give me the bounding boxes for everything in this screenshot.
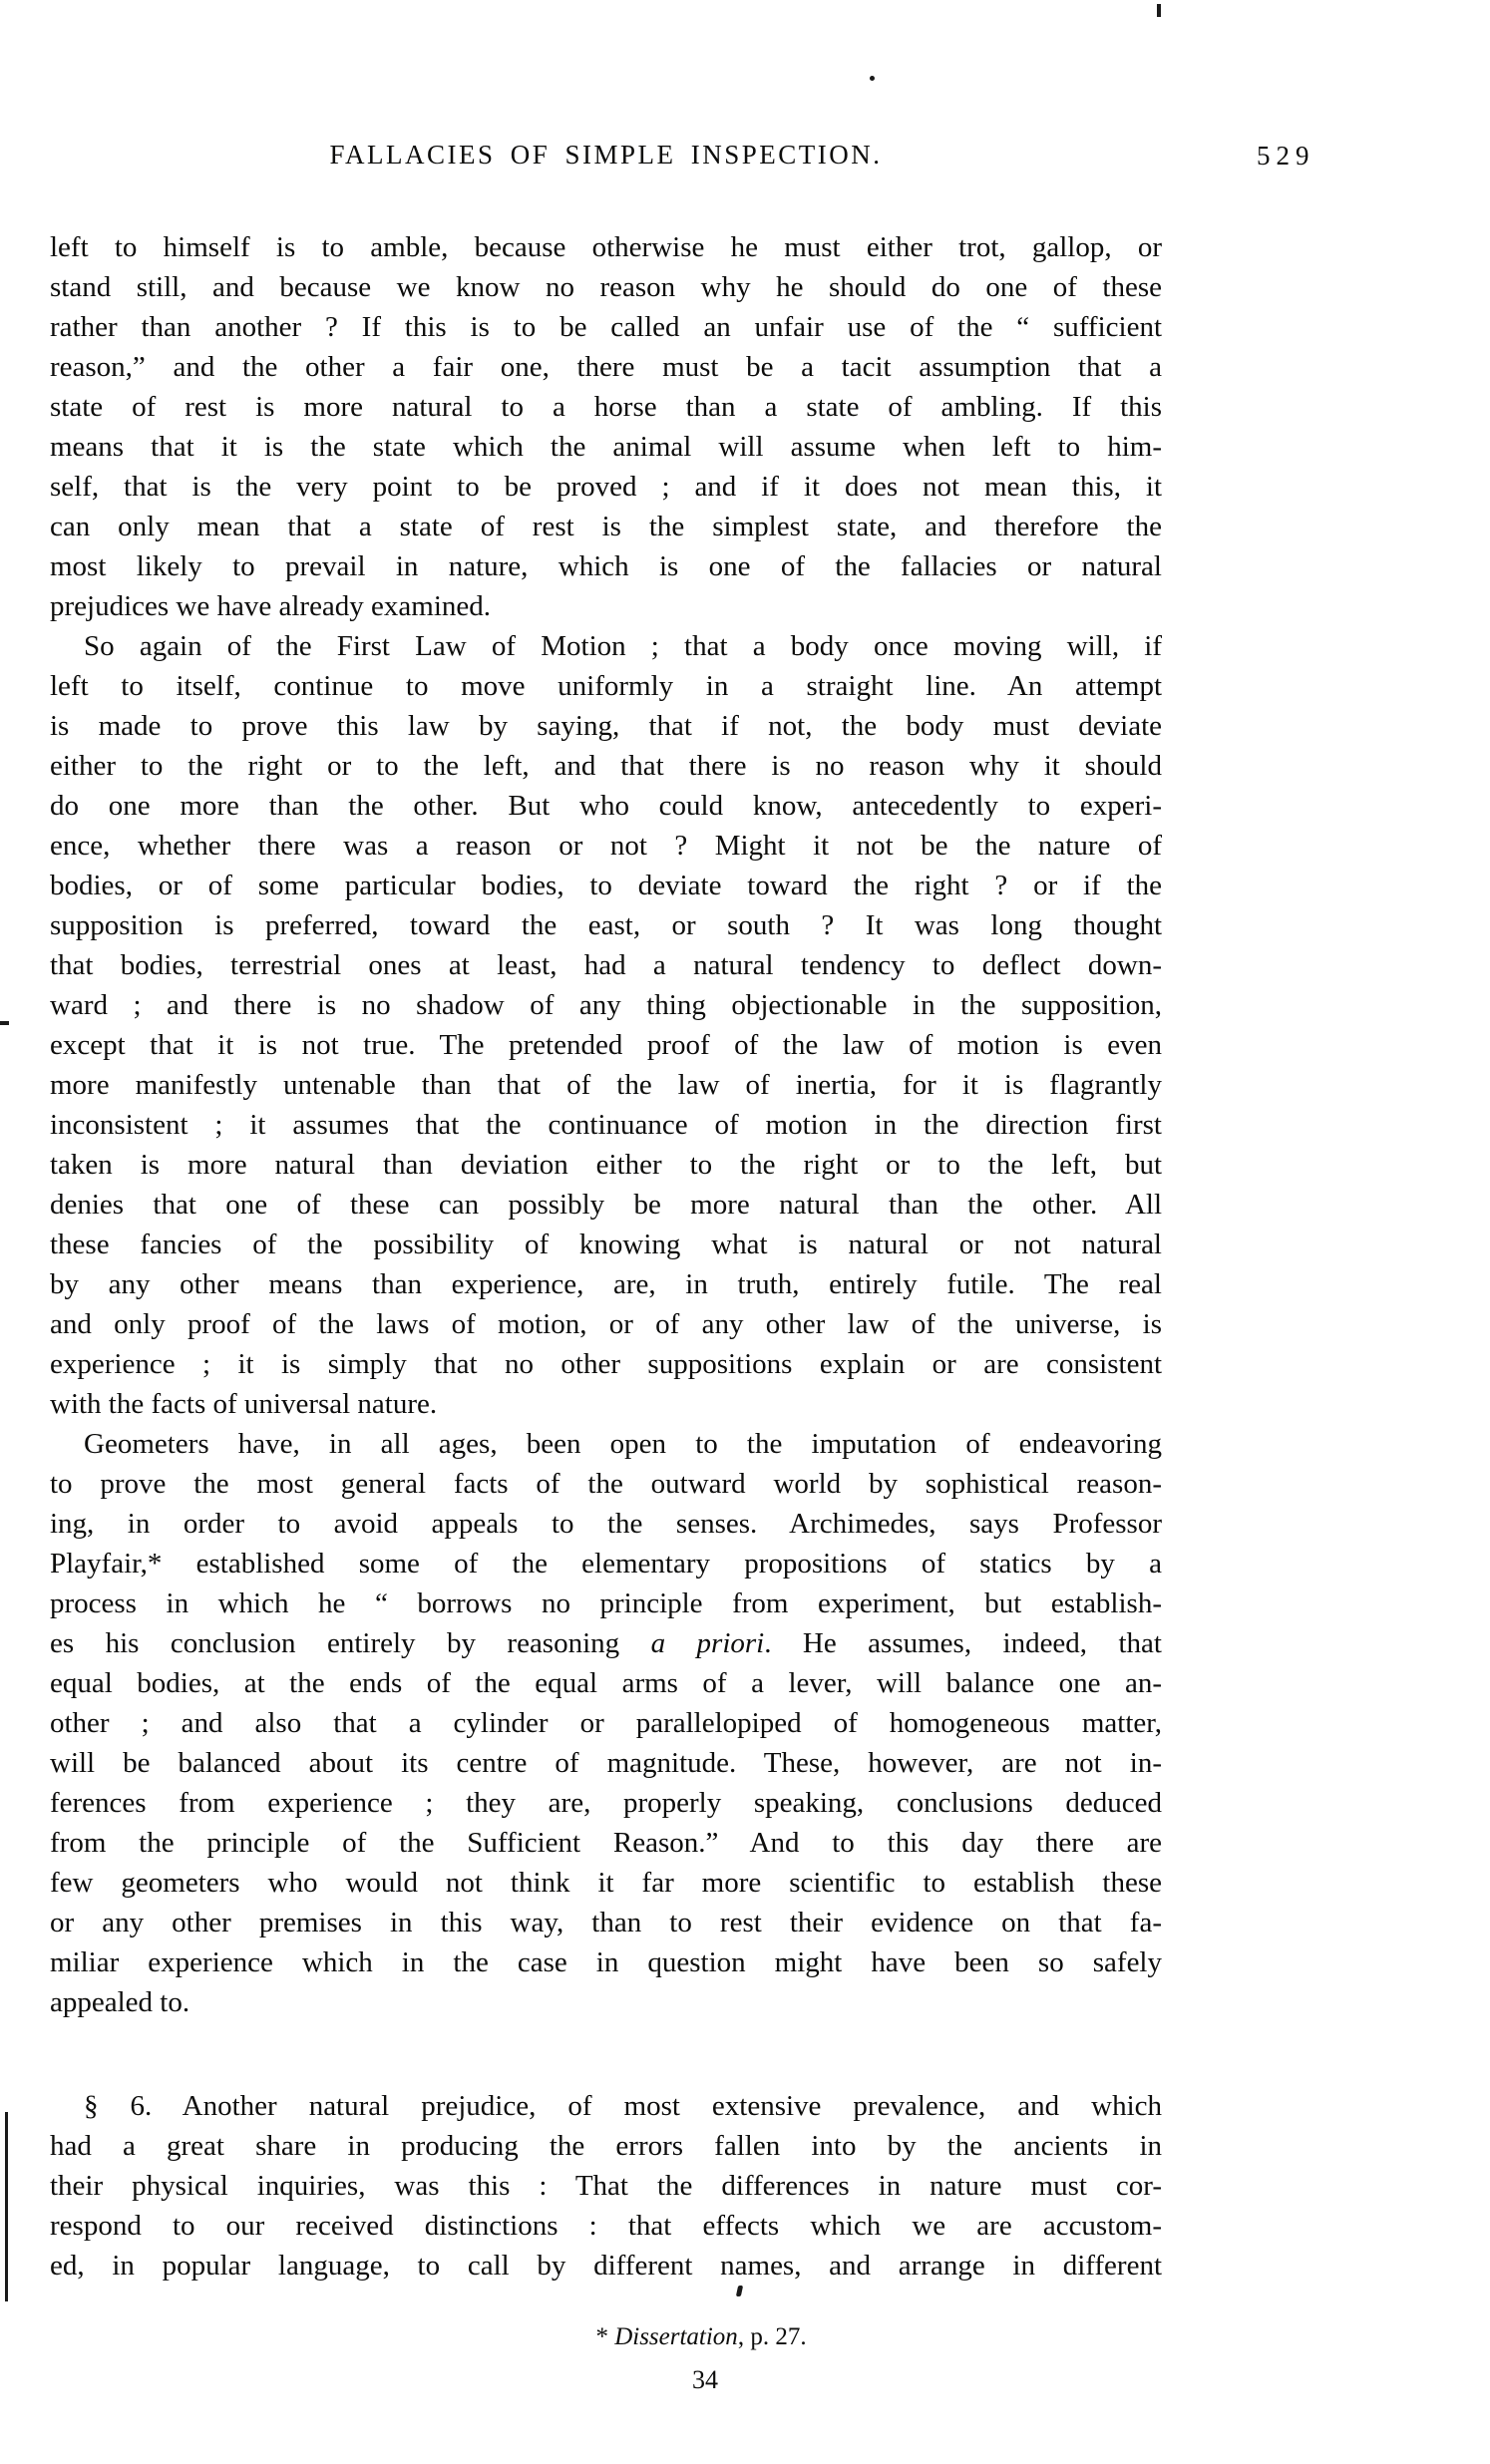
text-line: es his conclusion entirely by reasoning a priori. He assumes, indeed, that (50, 1627, 1162, 1659)
text-line: rather than another ? If this is to be called an unfair use of the “ sufficient (50, 311, 1162, 343)
text-line: means that it is the state which the animal will assume when left to him- (50, 431, 1162, 463)
text-line: these fancies of the possibility of knowing what is natural or not natural (50, 1229, 1162, 1260)
page-number: 529 (1257, 141, 1315, 171)
text-line: equal bodies, at the ends of the equal arms of a lever, will balance one an- (50, 1667, 1162, 1699)
text-line: that bodies, terrestrial ones at least, had a natural tendency to deflect down- (50, 949, 1162, 981)
text-line: can only mean that a state of rest is the simplest state, and therefore the (50, 511, 1162, 542)
text-line: had a great share in producing the errors fallen into by the ancients in (50, 2130, 1162, 2162)
paragraph (50, 2086, 1162, 2286)
text-line: ence, whether there was a reason or not ? Might it not be the nature of (50, 830, 1162, 862)
text-line: process in which he “ borrows no principle from experiment, but establish- (50, 1587, 1162, 1619)
text-line: to prove the most general facts of the outward world by sophistical reason- (50, 1468, 1162, 1500)
text-line: their physical inquiries, was this : That the differences in nature must cor- (50, 2170, 1162, 2202)
text-line: reason,” and the other a fair one, there must be a tacit assumption that a (50, 351, 1162, 383)
text-line: left to itself, continue to move uniformly in a straight line. An attempt (50, 670, 1162, 702)
text-line: state of rest is more natural to a horse than a state of ambling. If this (50, 391, 1162, 423)
text-line: miliar experience which in the case in question might have been so safely (50, 1946, 1162, 1978)
text-line: Geometers have, in all ages, been open to the imputation of endeavoring (84, 1428, 1162, 1460)
text-line: other ; and also that a cylinder or parallelopiped of homogeneous matter, (50, 1707, 1162, 1739)
page-body-text (50, 227, 1162, 2286)
text-line: from the principle of the Sufficient Reason.” And to this day there are (50, 1827, 1162, 1859)
text-line: by any other means than experience, are, in truth, entirely futile. The real (50, 1268, 1162, 1300)
scan-artifact (0, 1021, 9, 1025)
text-line: will be balanced about its centre of magnitude. These, however, are not in- (50, 1747, 1162, 1779)
text-line: Playfair,* established some of the elementary propositions of statics by a (50, 1548, 1162, 1580)
text-line: bodies, or of some particular bodies, to deviate toward the right ? or if the (50, 870, 1162, 901)
paragraph (50, 227, 1162, 626)
text-line: do one more than the other. But who could know, antecedently to experi- (50, 790, 1162, 822)
text-line: ing, in order to avoid appeals to the senses. Archimedes, says Professor (50, 1508, 1162, 1540)
scan-artifact (1157, 4, 1161, 17)
text-line: self, that is the very point to be proved ; and if it does not mean this, it (50, 471, 1162, 503)
scan-artifact (870, 76, 875, 81)
text-line: except that it is not true. The pretended proof of the law of motion is even (50, 1029, 1162, 1061)
text-line: prejudices we have already examined. (50, 590, 492, 622)
text-line: ed, in popular language, to call by different names, and arrange in different (50, 2250, 1162, 2282)
scan-artifact (5, 2112, 8, 2301)
text-line: inconsistent ; it assumes that the continuance of motion in the direction first (50, 1109, 1162, 1141)
text-line: either to the right or to the left, and that there is no reason why it should (50, 750, 1162, 782)
text-line: stand still, and because we know no reason why he should do one of these (50, 271, 1162, 303)
text-line: So again of the First Law of Motion ; that a body once moving will, if (84, 630, 1162, 662)
paragraph (50, 1424, 1162, 2022)
text-line: taken is more natural than deviation either to the right or to the left, but (50, 1149, 1162, 1181)
text-line: most likely to prevail in nature, which is one of the fallacies or natural (50, 550, 1162, 582)
text-line: ward ; and there is no shadow of any thing objectionable in the supposition, (50, 989, 1162, 1021)
text-line: with the facts of universal nature. (50, 1388, 438, 1420)
paragraph (50, 626, 1162, 1424)
text-line: § 6. Another natural prejudice, of most extensive prevalence, and which (84, 2090, 1162, 2122)
signature-mark: 34 (692, 2365, 718, 2394)
text-line: appealed to. (50, 1986, 190, 2018)
footnote: * Dissertation, p. 27. (595, 2323, 807, 2350)
text-line: left to himself is to amble, because otherwise he must either trot, gallop, or (50, 231, 1162, 263)
text-line: experience ; it is simply that no other suppositions explain or are consistent (50, 1348, 1162, 1380)
text-line: is made to prove this law by saying, that if not, the body must deviate (50, 710, 1162, 742)
scan-artifact (736, 2286, 743, 2296)
text-line: or any other premises in this way, than to rest their evidence on that fa- (50, 1907, 1162, 1938)
text-line: respond to our received distinctions : that effects which we are accustom- (50, 2210, 1162, 2242)
running-header-title: FALLACIES OF SIMPLE INSPECTION. (329, 140, 883, 170)
text-line: denies that one of these can possibly be more natural than the other. All (50, 1189, 1162, 1221)
text-line: few geometers who would not think it far more scientific to establish these (50, 1867, 1162, 1899)
text-line: supposition is preferred, toward the east, or south ? It was long thought (50, 909, 1162, 941)
text-line: more manifestly untenable than that of the law of inertia, for it is flagrantly (50, 1069, 1162, 1101)
text-line: ferences from experience ; they are, properly speaking, conclusions deduced (50, 1787, 1162, 1819)
text-line: and only proof of the laws of motion, or of any other law of the universe, is (50, 1308, 1162, 1340)
